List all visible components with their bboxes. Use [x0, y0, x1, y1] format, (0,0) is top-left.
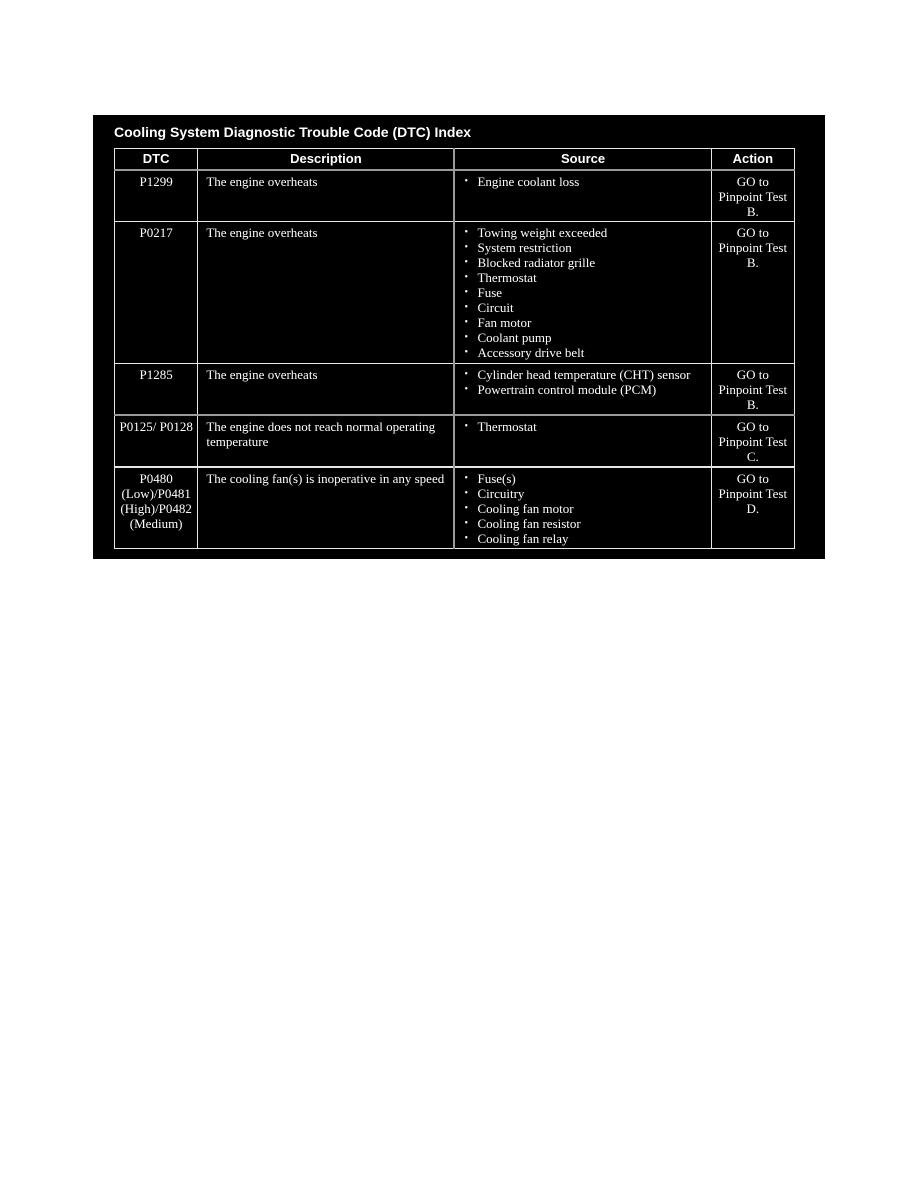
description-cell: The cooling fan(s) is inoperative in any speed [198, 467, 455, 549]
dtc-cell: P1285 [115, 364, 198, 416]
description-cell: The engine overheats [198, 222, 455, 364]
dtc-index-panel [93, 115, 825, 559]
source-item: • Blocked radiator grille [463, 255, 704, 270]
action-cell: GO to Pinpoint Test B. [711, 364, 794, 416]
source-item: • Thermostat [463, 419, 704, 434]
source-item: • Powertrain control module (PCM) [463, 382, 704, 397]
col-header-source: Source [454, 149, 711, 171]
action-cell: GO to Pinpoint Test C. [711, 415, 794, 467]
source-item: • System restriction [463, 240, 704, 255]
dtc-cell: P1299 [115, 170, 198, 222]
col-header-action: Action [711, 149, 794, 171]
source-item: • Engine coolant loss [463, 174, 704, 189]
action-cell: GO to Pinpoint Test B. [711, 170, 794, 222]
table-row [115, 467, 795, 549]
source-cell [454, 415, 711, 467]
source-item: • Accessory drive belt [463, 345, 704, 360]
header-row [115, 149, 795, 171]
source-item: • Cooling fan resistor [463, 516, 704, 531]
source-cell [454, 170, 711, 222]
table-title: Cooling System Diagnostic Trouble Code (DTC) Index [114, 124, 472, 140]
col-header-dtc: DTC [115, 149, 198, 171]
source-cell [454, 364, 711, 416]
source-item: • Cooling fan motor [463, 501, 704, 516]
table-row [115, 222, 795, 364]
source-item: • Towing weight exceeded [463, 225, 704, 240]
table-row [115, 415, 795, 467]
source-item: • Thermostat [463, 270, 704, 285]
dtc-cell: P0125/ P0128 [115, 415, 198, 467]
dtc-cell: P0480 (Low)/P0481 (High)/P0482 (Medium) [115, 467, 198, 549]
source-item: • Cooling fan relay [463, 531, 704, 546]
description-cell: The engine overheats [198, 170, 455, 222]
col-header-description: Description [198, 149, 455, 171]
source-item: • Circuitry [463, 486, 704, 501]
source-item: • Fuse(s) [463, 471, 704, 486]
source-item: • Circuit [463, 300, 704, 315]
source-item: • Coolant pump [463, 330, 704, 345]
action-cell: GO to Pinpoint Test D. [711, 467, 794, 549]
source-item: • Fan motor [463, 315, 704, 330]
description-cell: The engine does not reach normal operating temperature [198, 415, 455, 467]
source-item: • Fuse [463, 285, 704, 300]
table-row [115, 170, 795, 222]
table-row [115, 364, 795, 416]
dtc-table [114, 148, 795, 549]
description-cell: The engine overheats [198, 364, 455, 416]
dtc-cell: P0217 [115, 222, 198, 364]
action-cell: GO to Pinpoint Test B. [711, 222, 794, 364]
source-cell [454, 467, 711, 549]
source-item: • Cylinder head temperature (CHT) sensor [463, 367, 704, 382]
source-cell [454, 222, 711, 364]
